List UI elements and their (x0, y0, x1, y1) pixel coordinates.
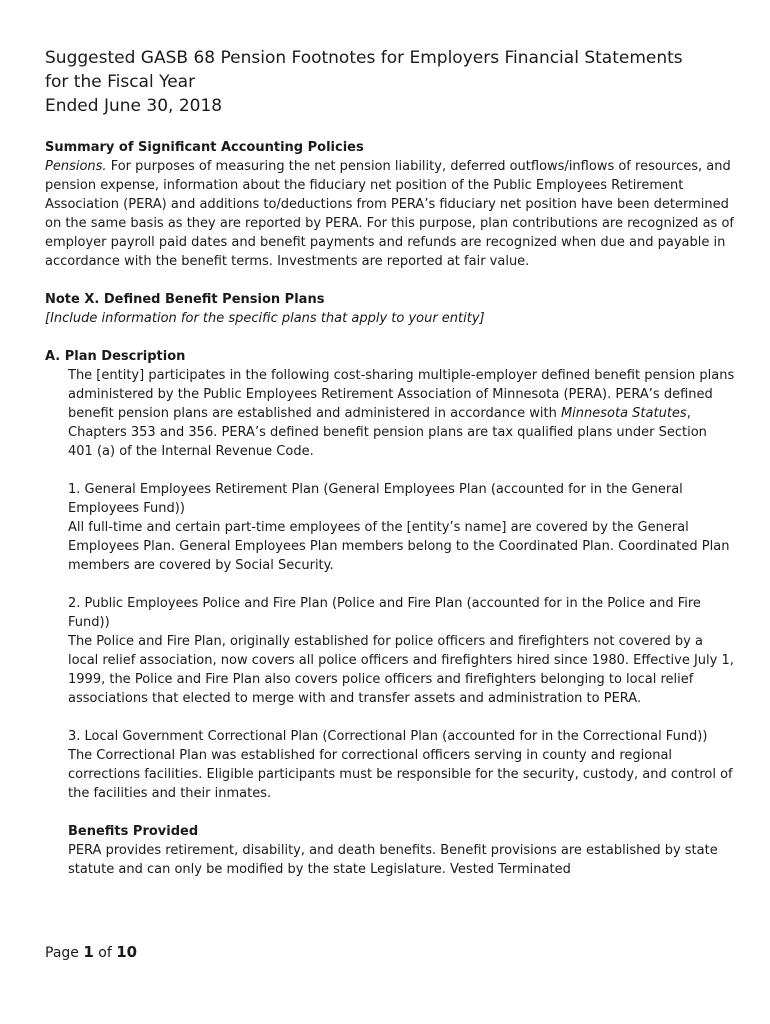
document-title (45, 46, 745, 118)
plan-description: All full-time and certain part-time employees of the [entity’s name] are covered by the General Employees Plan. General Employees Plan members belong to the Coordinated Plan. Coordinated Plan members are covered by Social Security. (68, 520, 730, 573)
section-a-heading: A. Plan Description (45, 349, 186, 364)
note-instruction: [Include information for the specific plans that apply to your entity] (45, 311, 485, 326)
summary-paragraph (45, 157, 735, 271)
plan-description: The Correctional Plan was established for correctional officers serving in county and regional corrections facilities. Eligible participants must be responsible for the security, custody, and control of the facilities and their inmates. (68, 748, 733, 801)
benefits-paragraph: PERA provides retirement, disability, and death benefits. Benefit provisions are established by state statute and can only be modified by the state Legislature. Vested Terminated (68, 843, 718, 877)
plan-description: The Police and Fire Plan, originally established for police officers and firefighters not covered by a local relief association, now covers all police officers and firefighters hired since 1980. Effective July 1, 1999, the Police and Fire Plan also covers police officers and firefighters belonging to local relief associations that elected to merge with and transfer assets and administration to PERA. (68, 634, 734, 706)
of-label: of (98, 945, 112, 961)
plan-1 (45, 480, 735, 575)
plan-title: 3. Local Government Correctional Plan (Correctional Plan (accounted for in the Correctional Fund)) (68, 729, 708, 744)
title-line-3: Ended June 30, 2018 (45, 96, 223, 116)
benefits-heading: Benefits Provided (68, 824, 199, 839)
note-heading: Note X. Defined Benefit Pension Plans (45, 292, 325, 307)
statute-reference: Minnesota Statutes (560, 406, 687, 421)
page-number: 1 (83, 943, 94, 961)
title-line-1: Suggested GASB 68 Pension Footnotes for Employers Financial Statements (45, 48, 683, 68)
summary-heading: Summary of Significant Accounting Policies (45, 140, 364, 155)
summary-body: For purposes of measuring the net pension liability, deferred outflows/inflows of resources, and pension expense, information about the fiduciary net position of the Public Employees Retirement Association (PERA) and additions to/deductions from PERA’s fiduciary net position have been determined on the same basis as they are reported by PERA. For this purpose, plan contributions are recognized as of employer payroll paid dates and benefit payments and refunds are recognized when due and payable in accordance with the benefit terms. Investments are reported at fair value. (45, 159, 734, 269)
page-footer (45, 942, 137, 963)
document-body (45, 138, 735, 879)
plan-2 (45, 594, 735, 708)
plan-3 (45, 727, 735, 803)
title-line-2: for the Fiscal Year (45, 72, 196, 92)
benefits-provided (45, 822, 735, 879)
summary-lead: Pensions. (45, 159, 107, 174)
plan-title: 1. General Employees Retirement Plan (General Employees Plan (accounted for in the General Employees Fund)) (68, 482, 683, 516)
page-total: 10 (116, 943, 138, 961)
section-a-paragraph: The [entity] participates in the following cost-sharing multiple-employer defined benefit pension plans administered by the Public Employees Retirement Association of Minnesota (PERA). PERA’s defined benefit pension plans are established and administered in accordance with Minnesota Statutes, Chapters 353 and 356. PERA’s defined benefit pension plans are tax qualified plans under Section 401 (a) of the Internal Revenue Code. (68, 368, 735, 459)
plan-title: 2. Public Employees Police and Fire Plan (Police and Fire Plan (accounted for in the Police and Fire Fund)) (68, 596, 701, 630)
page-label: Page (45, 945, 79, 961)
